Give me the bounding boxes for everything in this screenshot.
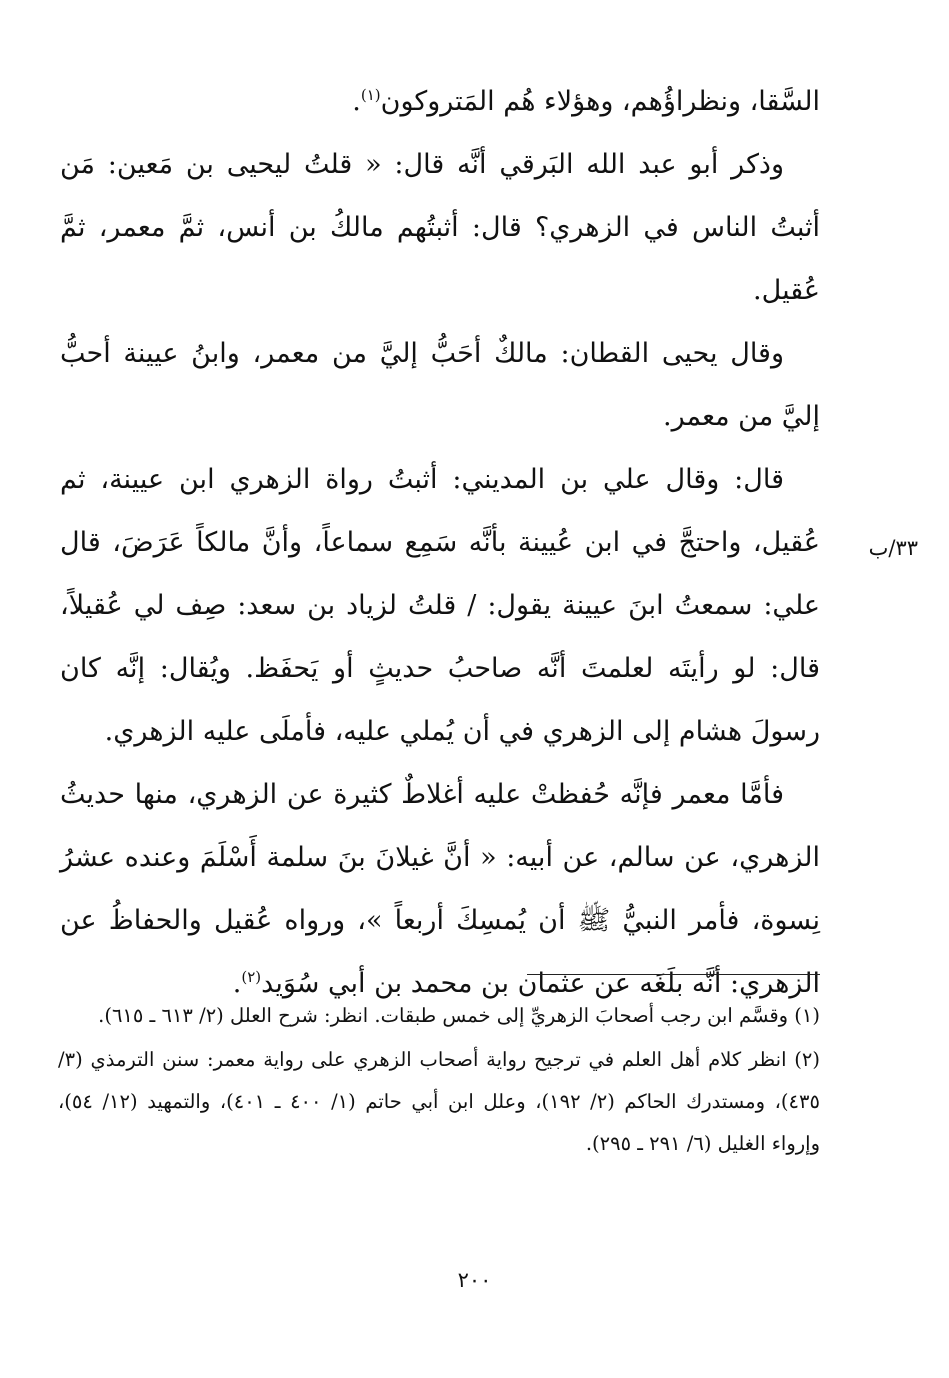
paragraph-2: وذكر أبو عبد الله البَرقي أنَّه قال: « قلتُ ليحيى بن مَعين: مَن أثبتُ الناس في الزهري؟ قال: أثبتُهم مالكُ بن أنس، ثمَّ معمر، ثمَّ عُقيل.: [60, 149, 820, 306]
paragraph-1: [60, 70, 820, 133]
footnote-1-text: وقسَّم ابن رجب أصحابَ الزهريِّ إلى خمس طبقات. انظر: شرح العلل (٢/ ٦١٣ ـ ٦١٥).: [98, 1004, 789, 1027]
footnote-1: [58, 995, 820, 1037]
footnote-2-number: (٢): [794, 1048, 820, 1071]
footnote-2: [58, 1039, 820, 1165]
paragraph-1-tail: .: [352, 86, 361, 117]
footnote-reference-1[interactable]: (١): [360, 86, 381, 104]
footnote-reference-2[interactable]: (٢): [241, 968, 262, 986]
manuscript-folio-marker: ٣٣/ب: [868, 536, 918, 560]
paragraph-5: [60, 763, 820, 1015]
paragraph-5-tail: .: [232, 968, 242, 999]
paragraph-3: وقال يحيى القطان: مالكٌ أحَبُّ إليَّ من معمر، وابنُ عيينة أحبُّ إليَّ من معمر.: [60, 338, 820, 432]
paragraph-5-text: فأمَّا معمر فإنَّه حُفظتْ عليه أغلاطٌ كثيرة عن الزهري، منها حديثُ الزهري، عن سالم، عن أبيه: « أنَّ غيلانَ بنَ سلمة أَسْلَمَ وعنده عشرُ نِسوة، فأمر النبيُّ ﷺ أن يُمسِكَ أربعاً »، ورواه عُقيل والحفاظُ عن الزهري: أنَّه بلَغَه عن عثمان بن محمد بن أبي سُوَيد: [60, 779, 820, 999]
footnote-divider: [527, 974, 820, 975]
footnote-1-number: (١): [794, 1004, 820, 1027]
main-text: [60, 70, 820, 1015]
footnote-2-text: انظر كلام أهل العلم في ترجيح رواية أصحاب الزهري على رواية معمر: سنن الترمذي (٣/ ٤٣٥)، ومستدرك الحاكم (٢/ ١٩٢)، وعلل ابن أبي حاتم (١/ ٤٠٠ ـ ٤٠١)، والتمهيد (١٢/ ٥٤)، وإرواء الغليل (٦/ ٢٩١ ـ ٢٩٥).: [58, 1048, 820, 1155]
page-number: ٢٠٠: [457, 1268, 492, 1292]
paragraph-1-text: السَّقا، ونظراؤُهم، وهؤلاء هُم المَتروكون: [380, 86, 820, 117]
footnotes: [58, 995, 820, 1167]
paragraph-4: قال: وقال علي بن المديني: أثبتُ رواة الزهري ابن عيينة، ثم عُقيل، واحتجَّ في ابن عُيينة بأنَّه سَمِع سماعاً، وأنَّ مالكاً عَرَضَ، قال علي: سمعتُ ابنَ عيينة يقول: / قلتُ لزياد بن سعد: صِف لي عُقيلاً، قال: لو رأيتَه لعلمتَ أنَّه صاحبُ حديثٍ أو يَحفَظ. ويُقال: إنَّه كان رسولَ هشام إلى الزهري في أن يُملي عليه، فأملَى عليه الزهري.: [60, 464, 820, 747]
